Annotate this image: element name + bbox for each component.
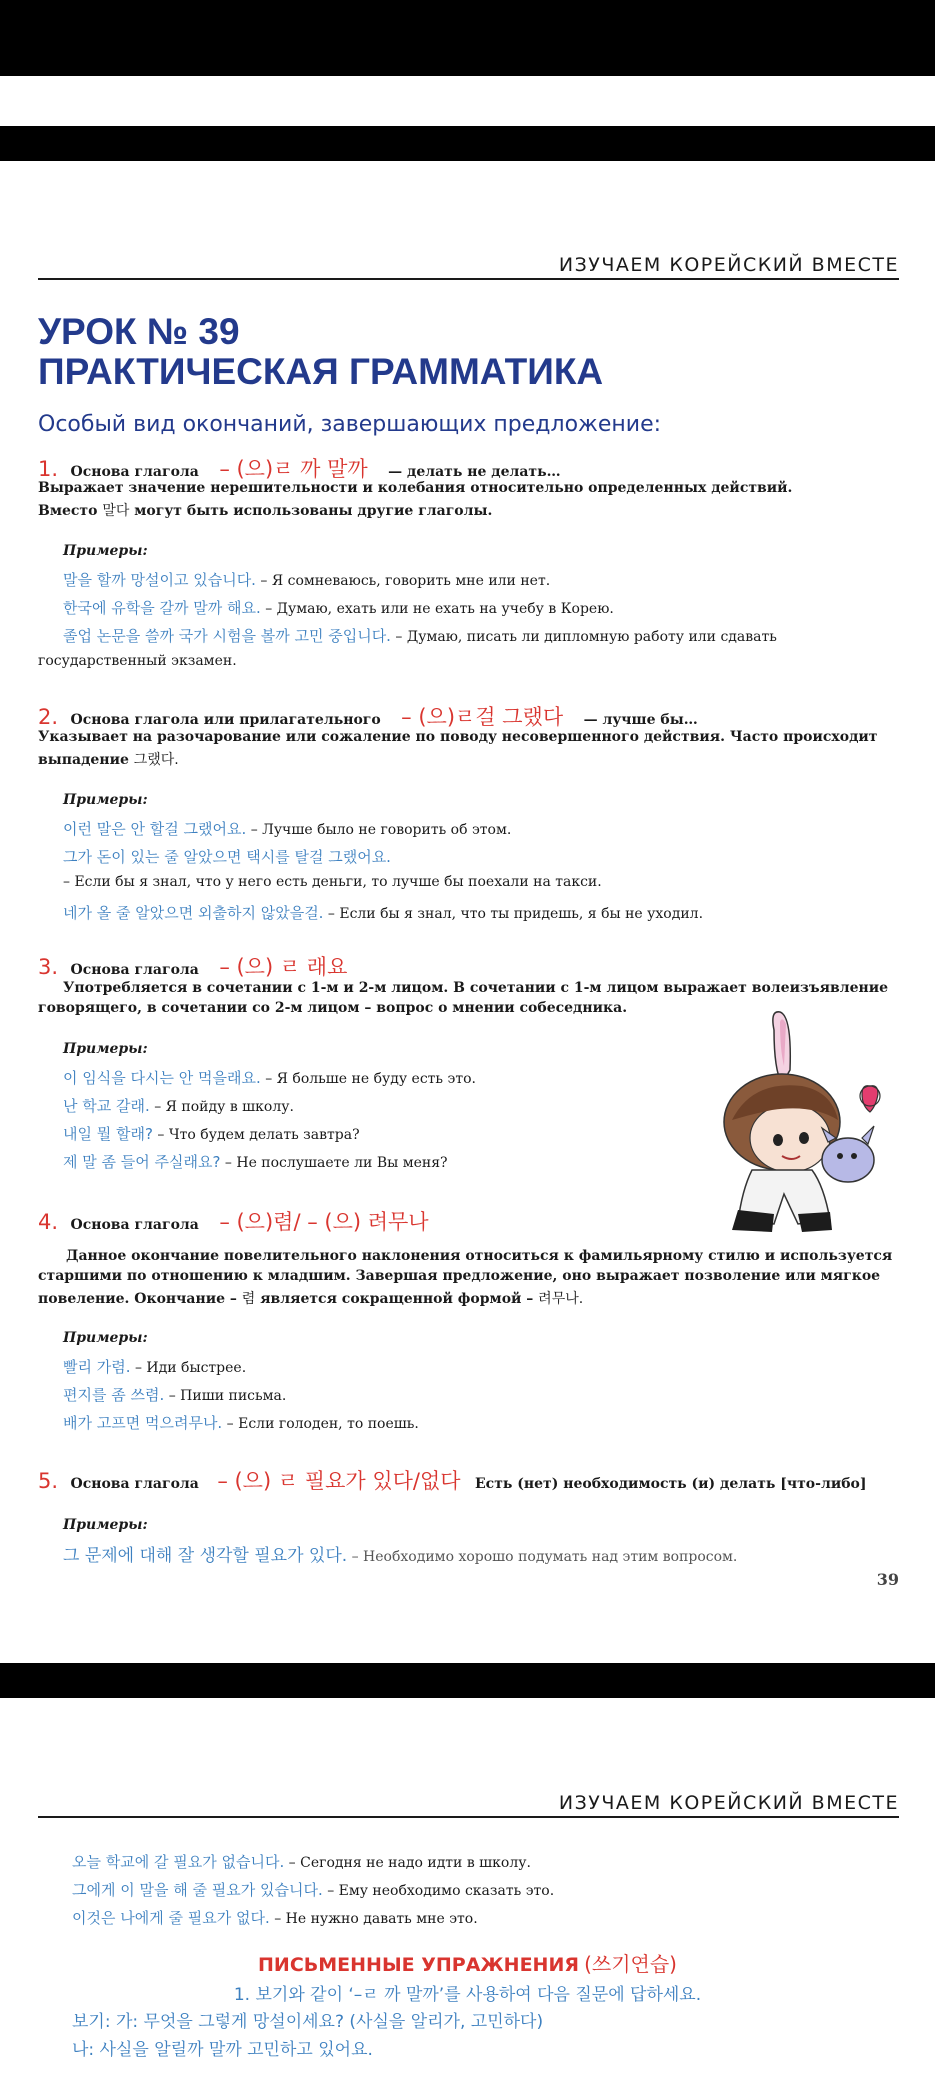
example: 이것은 나에게 줄 필요가 없다. – Не нужно давать мне это. (72, 1909, 478, 1927)
separator-band-2 (0, 1663, 935, 1698)
page-header: ИЗУЧАЕМ КОРЕЙСКИЙ ВМЕСТЕ (38, 1792, 899, 1818)
section-4-heading: 4. Основа глагола – (으)렴/ – (으) 려무나 (38, 1210, 429, 1234)
top-black-band (0, 0, 935, 76)
example: 빨리 가렴. – Иди быстрее. (63, 1358, 247, 1376)
lesson-subtitle: Особый вид окончаний, завершающих предложение: (38, 412, 662, 437)
lesson-title (38, 312, 603, 392)
section-3-desc-2: говорящего, в сочетании со 2-м лицом – вопрос о мнении собеседника. (38, 1000, 628, 1016)
section-3-heading: 3. Основа глагола – (으) ㄹ 래요 (38, 955, 348, 979)
section-label: Основа глагола (70, 464, 199, 480)
lesson-number: УРОК № 39 (38, 311, 240, 352)
example-continuation: государственный экзамен. (38, 653, 237, 669)
example: 한국에 유학을 갈까 말까 해요. – Думаю, ехать или не ехать на учебу в Корею. (63, 599, 614, 617)
section-1-desc-1: Выражает значение нерешительности и колебания относительно определенных действий. (38, 480, 793, 496)
section-1-desc-2: Вместо 말다 могут быть использованы другие глаголы. (38, 503, 493, 519)
examples-label: Примеры: (63, 1330, 148, 1346)
section-2-desc-2: выпадение 그랬다. (38, 752, 179, 768)
example: 네가 올 줄 알았으면 외출하지 않았을걸. – Если бы я знал, что ты придешь, я бы не уходил. (63, 904, 704, 922)
examples-label: Примеры: (63, 1517, 148, 1533)
exercise-task-1: 1. 보기와 같이 ‘–ㄹ 까 말까’를 사용하여 다음 질문에 답하세요. (233, 1985, 702, 2005)
page-number: 39 (876, 1570, 899, 1589)
example: 배가 고프면 먹으려무나. – Если голоден, то поешь. (63, 1414, 419, 1432)
example: 졸업 논문을 쓸까 국가 시험을 볼까 고민 중입니다. – Думаю, писать ли дипломную работу или сдавать (63, 627, 777, 645)
section-4-desc-3: повеление. Окончание – 렴 является сокращенной формой – 려무나. (38, 1291, 584, 1307)
example: 그 문제에 대해 잘 생각할 필요가 있다. – Необходимо хорошо подумать над этим вопросом. (63, 1546, 738, 1566)
example: 그에게 이 말을 해 줄 필요가 있습니다. – Ему необходимо сказать это. (72, 1881, 555, 1899)
examples-label: Примеры: (63, 792, 148, 808)
section-3-desc-1: Употребляется в сочетании с 1-м и 2-м лицом. В сочетании с 1-м лицом выражает волеизъявление (63, 980, 889, 996)
example: 이런 말은 안 할걸 그랬어요. – Лучше было не говорить об этом. (63, 820, 512, 838)
exercise-sample-answer: 나: 사실을 알릴까 말까 고민하고 있어요. (72, 2040, 373, 2060)
example: 제 말 좀 들어 주실래요? – Не послушаете ли Вы меня? (63, 1153, 448, 1171)
example: 편지를 좀 쓰렴. – Пиши письма. (63, 1386, 287, 1404)
section-1-heading (38, 453, 561, 483)
cartoon-character-illustration (712, 1010, 888, 1236)
examples-label: Примеры: (63, 1041, 148, 1057)
section-4-desc-1: Данное окончание повелительного наклонения относиться к фамильярному стилю и используется (66, 1248, 893, 1264)
example: 그가 돈이 있는 줄 알았으면 택시를 탈걸 그랬어요. (63, 848, 391, 866)
separator-band-1 (0, 126, 935, 161)
section-2-desc-1: Указывает на разочарование или сожаление по поводу несовершенного действия. Часто происходит (38, 729, 878, 745)
example: 말을 할까 망설이고 있습니다. – Я сомневаюсь, говорить мне или нет. (63, 571, 551, 589)
example: 내일 뭘 할래? – Что будем делать завтра? (63, 1125, 360, 1143)
exercise-sample-question: 보기: 가: 무엇을 그렇게 망설이세요? (사실을 알리가, 고민하다) (72, 2012, 544, 2032)
section-2-heading: 2. Основа глагола или прилагательного – (으)ㄹ걸 그랬다 — лучше бы… (38, 705, 698, 729)
section-number: 1. (38, 457, 59, 481)
example-translation: – Если бы я знал, что у него есть деньги, то лучше бы поехали на такси. (63, 874, 602, 890)
page-header: ИЗУЧАЕМ КОРЕЙСКИЙ ВМЕСТЕ (38, 254, 899, 280)
grammar-ending: – (으)ㄹ 까 말까 (219, 457, 368, 481)
example: 이 임식을 다시는 안 먹을래요. – Я больше не буду есть это. (63, 1069, 476, 1087)
section-4-desc-2: старшими по отношению к младшим. Завершая предложение, оно выражает позволение или мягкое (38, 1268, 881, 1284)
example: 난 학교 갈래. – Я пойду в школу. (63, 1097, 294, 1115)
lesson-topic: ПРАКТИЧЕСКАЯ ГРАММАТИКА (38, 351, 604, 392)
section-5-heading: 5. Основа глагола – (으) ㄹ 필요가 있다/없다 Есть (нет) необходимость (и) делать [что-либо] (38, 1469, 867, 1493)
examples-label: Примеры: (63, 543, 148, 559)
section-meaning: — делать не делать… (388, 464, 561, 480)
example: 오늘 학교에 갈 필요가 없습니다. – Сегодня не надо идти в школу. (72, 1853, 531, 1871)
exercises-title: ПИСЬМЕННЫЕ УПРАЖНЕНИЯ (쓰기연습) (258, 1952, 677, 1976)
